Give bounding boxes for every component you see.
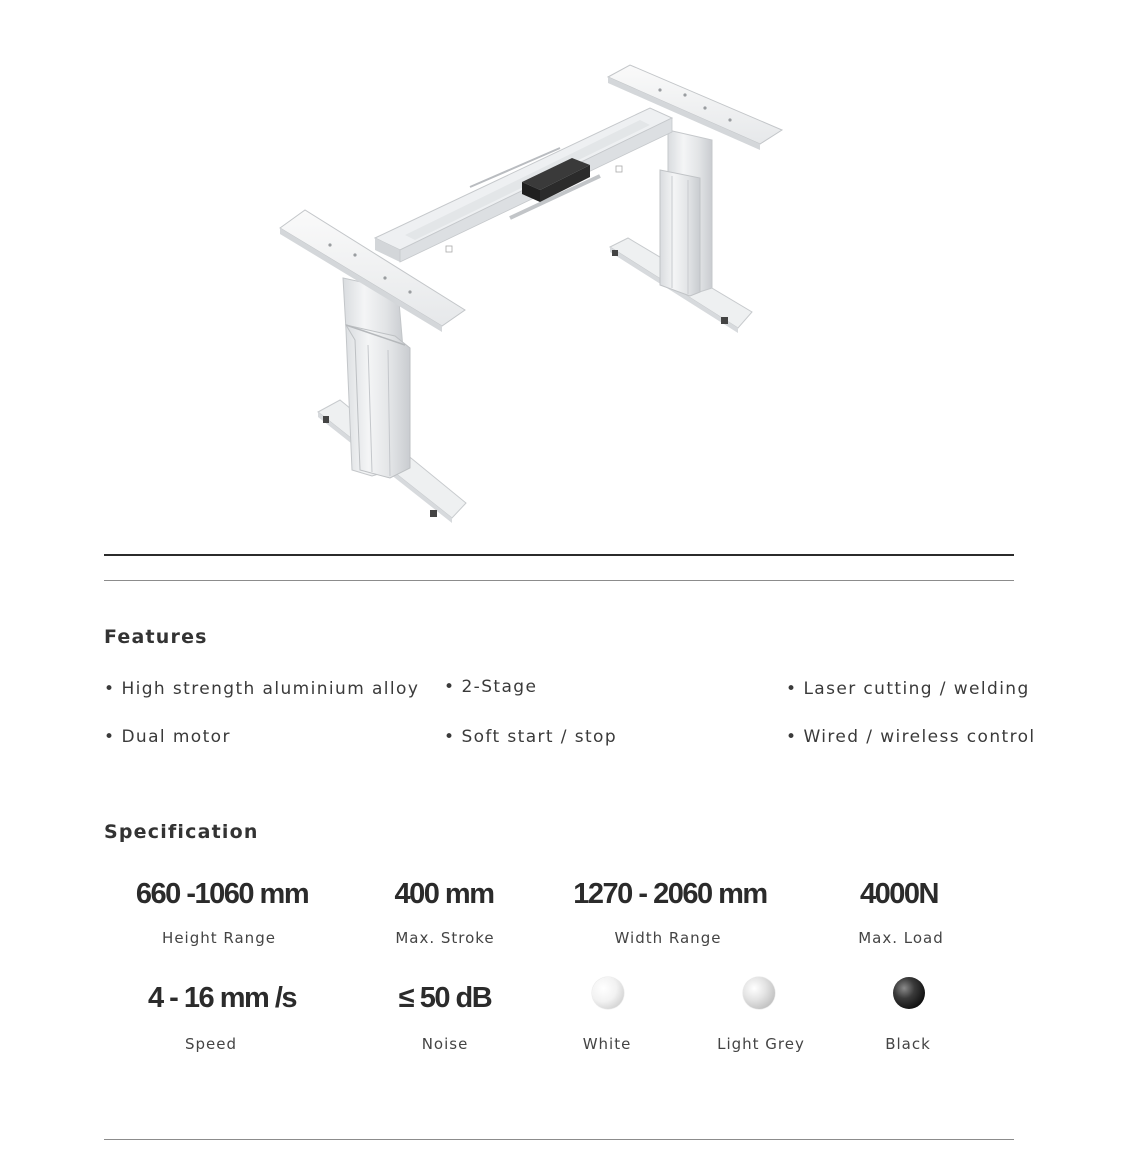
max-load-label: Max. Load xyxy=(858,929,944,947)
max-load-value: 4000N xyxy=(860,878,938,910)
width-range-label: Width Range xyxy=(614,929,722,947)
feature-item: • Dual motor xyxy=(104,727,231,747)
black-color-label: Black xyxy=(885,1035,931,1053)
width-range-value: 1270 - 2060 mm xyxy=(573,878,767,910)
white-color-label: White xyxy=(582,1035,632,1053)
speed-label: Speed xyxy=(184,1035,238,1053)
feature-item: • Laser cutting / welding xyxy=(786,679,1030,699)
max-stroke-value: 400 mm xyxy=(394,878,494,910)
divider-top-thin xyxy=(104,580,1014,581)
max-stroke-label: Max. Stroke xyxy=(395,929,495,947)
speed-value: 4 - 16 mm /s xyxy=(147,982,297,1014)
features-heading: Features xyxy=(104,626,208,648)
feature-item: • Soft start / stop xyxy=(444,727,618,747)
feature-item: • 2-Stage xyxy=(444,677,538,697)
height-range-value: 660 -1060 mm xyxy=(135,878,309,910)
light-grey-swatch xyxy=(743,977,775,1009)
noise-value: ≤ 50 dB xyxy=(398,982,492,1014)
noise-label: Noise xyxy=(421,1035,469,1053)
black-swatch xyxy=(893,977,925,1009)
divider-top-thick xyxy=(104,554,1014,556)
divider-bottom xyxy=(104,1139,1014,1140)
white-swatch xyxy=(592,977,624,1009)
desk-frame-image xyxy=(270,55,810,535)
light-grey-color-label: Light Grey xyxy=(717,1035,805,1053)
feature-item: • Wired / wireless control xyxy=(786,727,1036,747)
feature-item: • High strength aluminium alloy xyxy=(104,679,420,699)
height-range-label: Height Range xyxy=(162,929,276,947)
specification-heading: Specification xyxy=(104,821,259,843)
